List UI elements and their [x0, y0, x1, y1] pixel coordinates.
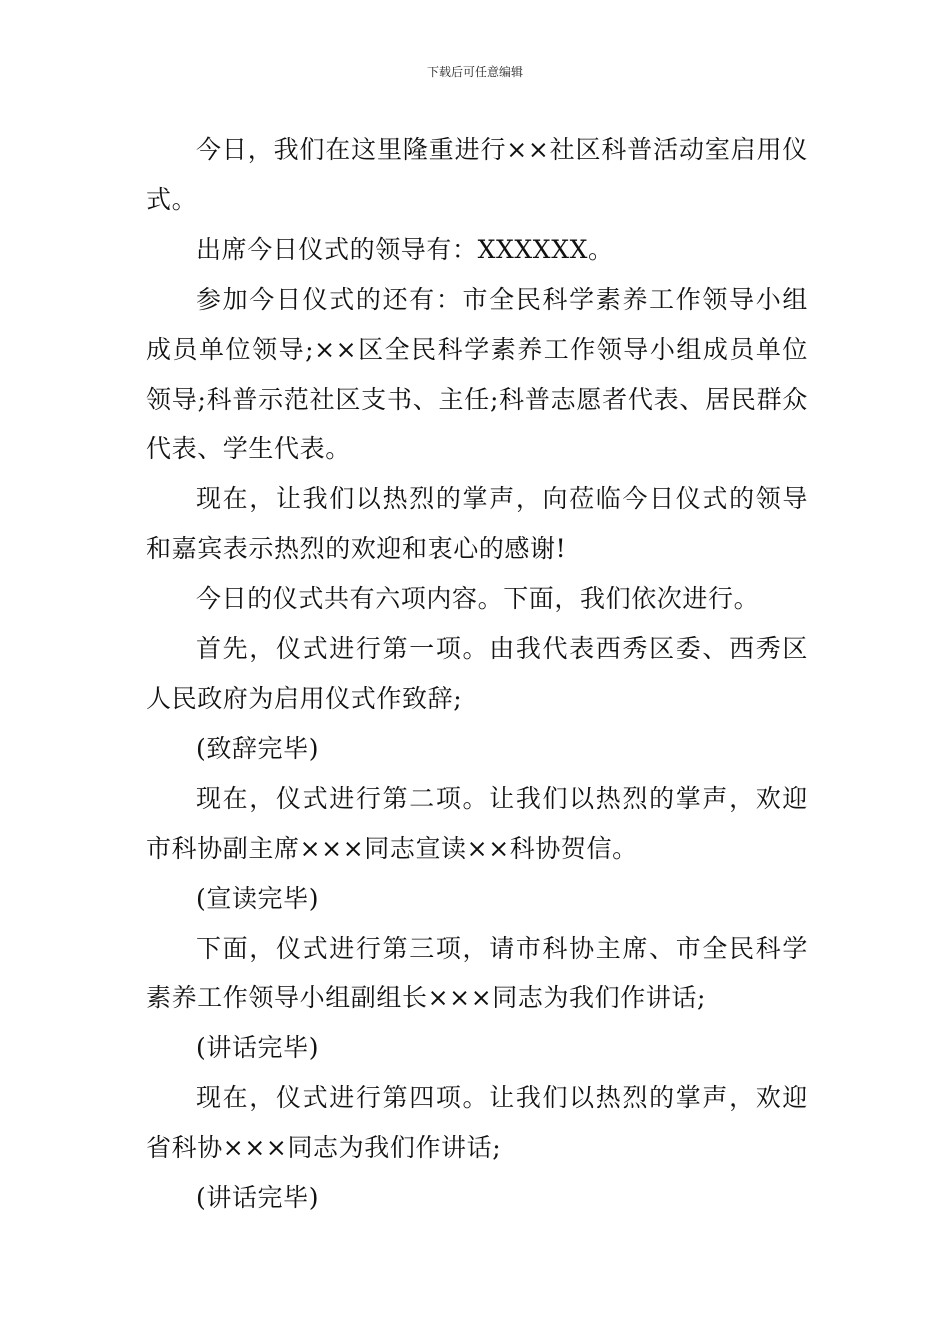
- paragraph: (宣读完毕): [196, 883, 320, 913]
- paragraph: 现在，让我们以热烈的掌声，向莅临今日仪式的领导和嘉宾表示热烈的欢迎和衷心的感谢!: [146, 484, 808, 564]
- page-header: 下载后可任意编辑: [426, 65, 523, 79]
- paragraph: (讲话完毕): [196, 1033, 320, 1063]
- paragraph: 今日的仪式共有六项内容。下面，我们依次进行。: [196, 584, 760, 614]
- paragraph: 参加今日仪式的还有：市全民科学素养工作领导小组成员单位领导;××区全民科学素养工作领导小组成员单位领导;科普示范社区支书、主任;科普志愿者代表、居民群众代表、学生代表。: [146, 284, 808, 464]
- document-body: [146, 125, 808, 1223]
- paragraph: (致辞完毕): [196, 733, 320, 763]
- paragraph: 今日，我们在这里隆重进行××社区科普活动室启用仪式。: [146, 135, 808, 214]
- paragraph: 现在，仪式进行第四项。让我们以热烈的掌声，欢迎省科协×××同志为我们作讲话;: [146, 1083, 808, 1163]
- paragraph: 首先，仪式进行第一项。由我代表西秀区委、西秀区人民政府为启用仪式作致辞;: [146, 634, 808, 713]
- paragraph: 出席今日仪式的领导有：XXXXXX。: [196, 234, 614, 264]
- paragraph: 下面，仪式进行第三项，请市科协主席、市全民科学素养工作领导小组副组长×××同志为我们作讲话;: [146, 933, 808, 1013]
- paragraph: 现在，仪式进行第二项。让我们以热烈的掌声，欢迎市科协副主席×××同志宣读××科协贺信。: [146, 783, 808, 863]
- paragraph: (讲话完毕): [196, 1183, 320, 1213]
